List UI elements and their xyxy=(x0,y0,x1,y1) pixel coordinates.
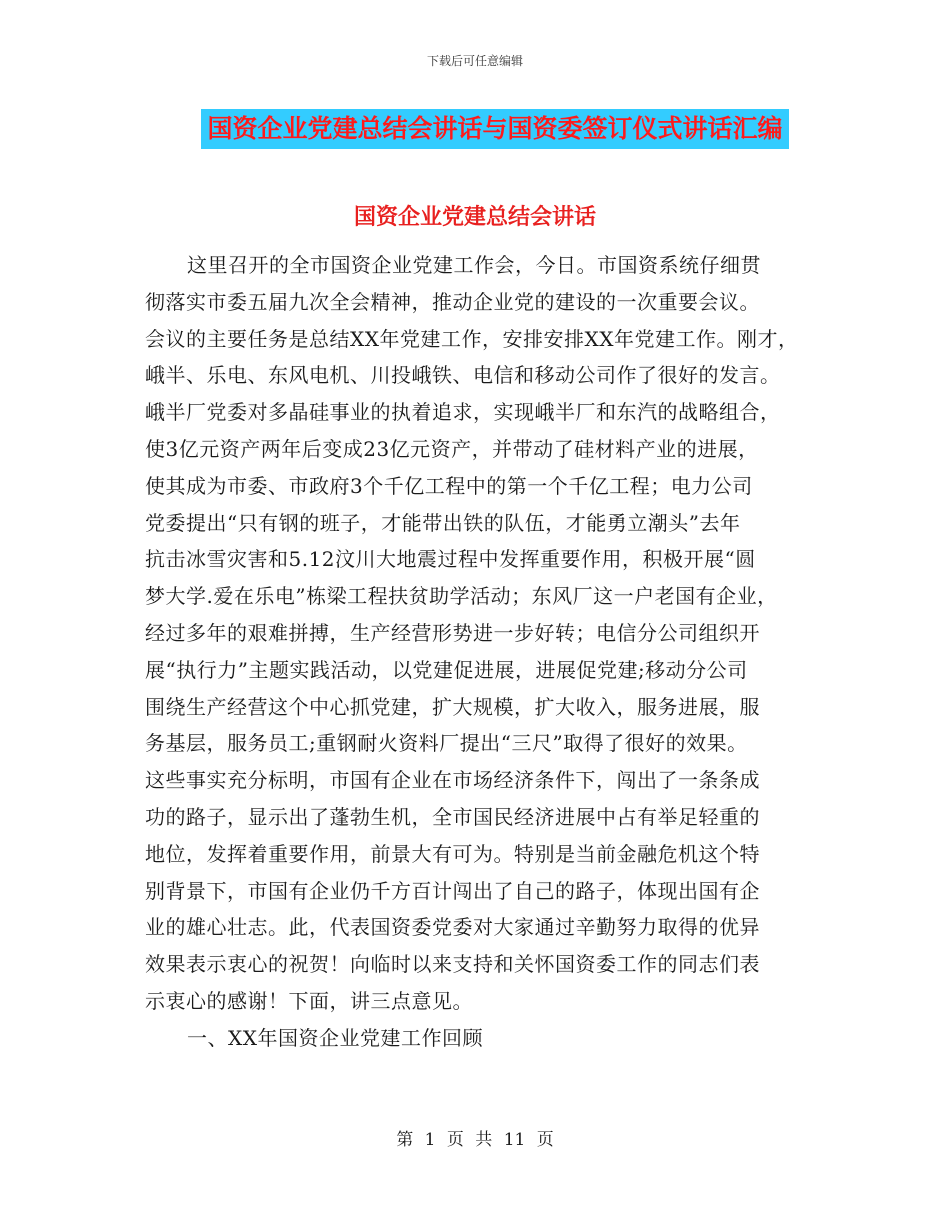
paragraph-line: 梦大学.爱在乐电”栋梁工程扶贫助学活动；东风厂这一户老国有企业， xyxy=(145,584,778,609)
paragraph-line: 功的路子，显示出了蓬勃生机，全市国民经济进展中占有举足轻重的 xyxy=(145,804,760,829)
body-text xyxy=(145,247,835,1057)
paragraph-line: 别背景下，市国有企业仍千方百计闯出了自己的路子，体现出国有企 xyxy=(145,878,760,903)
paragraph-line: 围绕生产经营这个中心抓党建，扩大规模，扩大收入，服务进展，服 xyxy=(145,694,760,719)
paragraph-line: 会议的主要任务是总结XX年党建工作，安排安排XX年党建工作。刚才， xyxy=(145,326,799,351)
paragraph-line: 党委提出“只有钢的班子，才能带出铁的队伍，才能勇立潮头”去年 xyxy=(145,510,741,535)
page-number: 第 1 页 共 11 页 xyxy=(396,1130,554,1150)
paragraph-line: 展“执行力”主题实践活动，以党建促进展，进展促党建;移动分公司 xyxy=(145,657,748,682)
paragraph-line: 峨半厂党委对多晶硅事业的执着追求，实现峨半厂和东汽的战略组合， xyxy=(145,400,781,425)
paragraph-line: 示衷心的感谢！下面，讲三点意见。 xyxy=(145,988,473,1013)
document-title-container xyxy=(0,109,950,149)
header-note: 下载后可任意编辑 xyxy=(426,54,523,68)
paragraph-line: 业的雄心壮志。此，代表国资委党委对大家通过辛勤努力取得的优异 xyxy=(145,915,760,940)
paragraph-line: 务基层，服务员工;重钢耐火资料厂提出“三尺”取得了很好的效果。 xyxy=(145,731,748,756)
document-main-title: 国资企业党建总结会讲话与国资委签订仪式讲话汇编 xyxy=(201,109,788,149)
paragraph-line: 效果表示衷心的祝贺！向临时以来支持和关怀国资委工作的同志们表 xyxy=(145,952,760,977)
paragraph-line: 经过多年的艰难拼搏，生产经营形势进一步好转；电信分公司组织开 xyxy=(145,620,760,645)
subsection-heading: 一、XX年国资企业党建工作回顾 xyxy=(187,1025,483,1050)
paragraph-line: 这些事实充分标明，市国有企业在市场经济条件下，闯出了一条条成 xyxy=(145,768,760,793)
section-title: 国资企业党建总结会讲话 xyxy=(353,205,596,230)
paragraph-line: 地位，发挥着重要作用，前景大有可为。特别是当前金融危机这个特 xyxy=(145,841,760,866)
paragraph-line: 彻落实市委五届九次全会精神，推动企业党的建设的一次重要会议。 xyxy=(145,289,760,314)
paragraph-line: 峨半、乐电、东风电机、川投峨铁、电信和移动公司作了很好的发言。 xyxy=(145,363,781,388)
paragraph-line: 这里召开的全市国资企业党建工作会，今日。市国资系统仔细贯 xyxy=(187,253,761,277)
paragraph-line: 抗击冰雪灾害和5.12汶川大地震过程中发挥重要作用，积极开展“圆 xyxy=(145,547,756,572)
paragraph-line: 使3亿元资产两年后变成23亿元资产，并带动了硅材料产业的进展， xyxy=(145,436,759,461)
paragraph-line: 使其成为市委、市政府3个千亿工程中的第一个千亿工程；电力公司 xyxy=(145,473,753,498)
